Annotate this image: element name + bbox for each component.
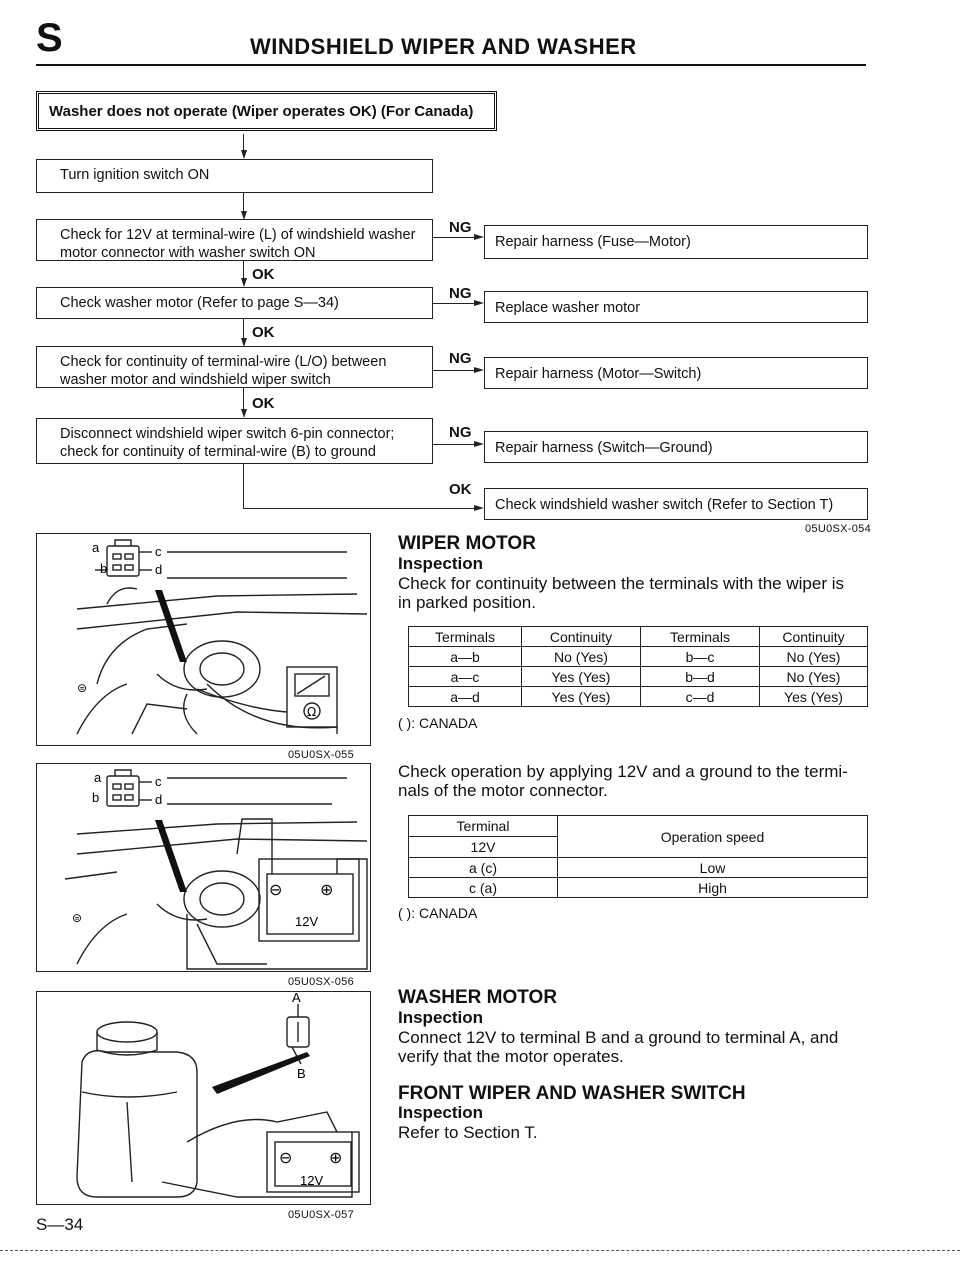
washer-line: verify that the motor operates. <box>398 1047 624 1066</box>
table-cell: a—b <box>409 647 522 667</box>
table-cell: No (Yes) <box>522 647 641 667</box>
terminal-label-b: b <box>100 561 108 576</box>
table-cell: Yes (Yes) <box>522 687 641 707</box>
ground-icon: ⊜ <box>72 911 83 925</box>
washer-motor-illustration <box>37 992 371 1205</box>
front-switch-text: Refer to Section T. <box>398 1123 538 1142</box>
speed-table <box>408 815 868 898</box>
terminal-label-c: c <box>155 544 162 559</box>
flow-arrow <box>474 505 484 511</box>
flow-connector <box>433 444 475 445</box>
flow-connector <box>433 237 475 238</box>
flow-step-2 <box>36 219 433 261</box>
flow-result-2: Replace washer motor <box>484 291 868 323</box>
flow-step-text: Turn ignition switch ON <box>60 167 210 183</box>
canada-note: ( ): CANADA <box>398 715 478 731</box>
table-cell: b—c <box>641 647 760 667</box>
table-header: Terminals <box>409 627 522 647</box>
table-cell: a—c <box>409 667 522 687</box>
wiper-motor-continuity-illustration <box>37 534 371 746</box>
continuity-table <box>408 626 868 707</box>
table-cell: c (a) <box>409 878 558 898</box>
figure-id: 05U0SX-057 <box>288 1209 354 1221</box>
canada-note: ( ): CANADA <box>398 905 478 921</box>
figure-id: 05U0SX-054 <box>805 523 871 535</box>
ohm-symbol: Ω <box>307 705 317 719</box>
flow-step-text: Check washer motor (Refer to page S—34) <box>60 295 339 311</box>
table-cell: Yes (Yes) <box>760 687 868 707</box>
flow-step-text: Check for continuity of terminal-wire (L/O) between <box>60 354 387 370</box>
flow-step-text: Disconnect windshield wiper switch 6-pin connector; <box>60 426 395 442</box>
flow-connector <box>243 508 475 509</box>
minus-terminal-icon: ⊖ <box>269 880 283 899</box>
table-row <box>409 858 868 878</box>
terminal-label-c: c <box>155 774 162 789</box>
ok-label: OK <box>252 266 275 283</box>
ng-label: NG <box>449 350 472 367</box>
table-header: 12V <box>409 837 558 858</box>
flow-result-3: Repair harness (Motor—Switch) <box>484 357 868 389</box>
washer-line: Connect 12V to terminal B and a ground to terminal A, and <box>398 1028 839 1047</box>
table-cell: a (c) <box>409 858 558 878</box>
washer-motor-text <box>398 1028 870 1066</box>
flow-step-3 <box>36 287 433 319</box>
table-cell: a—d <box>409 687 522 707</box>
table-row <box>409 647 868 667</box>
flow-arrow <box>241 150 247 159</box>
minus-terminal-icon: ⊖ <box>279 1148 293 1167</box>
flow-result-4: Repair harness (Switch—Ground) <box>484 431 868 463</box>
flow-arrow <box>474 300 484 306</box>
terminal-label-a: a <box>92 540 100 555</box>
plus-terminal-icon: ⊕ <box>329 1148 343 1167</box>
page-number: S—34 <box>36 1215 84 1234</box>
figure-id: 05U0SX-056 <box>288 976 354 988</box>
table-cell: No (Yes) <box>760 647 868 667</box>
operation-line: nals of the motor connector. <box>398 781 608 800</box>
section-letter: S <box>36 16 63 60</box>
table-cell: High <box>558 878 868 898</box>
flow-step-1 <box>36 159 433 193</box>
plus-terminal-icon: ⊕ <box>320 880 334 899</box>
operation-text <box>398 762 870 800</box>
ok-label: OK <box>252 395 275 412</box>
table-row <box>409 687 868 707</box>
front-switch-subheading: Inspection <box>398 1103 484 1122</box>
washer-motor-subheading: Inspection <box>398 1008 484 1027</box>
flow-result-5: Check windshield washer switch (Refer to Section T) <box>484 488 868 520</box>
ground-icon: ⊜ <box>77 681 88 695</box>
ng-label: NG <box>449 219 472 236</box>
table-header-row <box>409 627 868 647</box>
terminal-label-b: b <box>92 790 100 805</box>
table-header: Terminal <box>409 816 558 837</box>
flow-arrow <box>241 409 247 418</box>
flow-arrow <box>474 441 484 447</box>
wiper-motor-subheading: Inspection <box>398 554 484 573</box>
terminal-label-d: d <box>155 562 163 577</box>
wiper-motor-intro <box>398 574 870 612</box>
flow-step-4 <box>36 346 433 388</box>
table-cell: Yes (Yes) <box>522 667 641 687</box>
ng-label: NG <box>449 424 472 441</box>
figure-washer-motor <box>36 991 371 1205</box>
table-header: Operation speed <box>558 816 868 858</box>
flow-arrow <box>474 234 484 240</box>
footer-rule <box>0 1250 960 1251</box>
flow-step-text: washer motor and windshield wiper switch <box>60 372 331 388</box>
battery-label: 12V <box>300 1173 324 1188</box>
header-rule <box>36 64 866 66</box>
table-cell: b—d <box>641 667 760 687</box>
connector-arrow-icon <box>212 1052 310 1094</box>
intro-line: in parked position. <box>398 593 536 612</box>
flow-step-5 <box>36 418 433 464</box>
front-switch-heading: FRONT WIPER AND WASHER SWITCH <box>398 1083 746 1104</box>
table-row <box>409 667 868 687</box>
table-header: Continuity <box>522 627 641 647</box>
figure-operation-check <box>36 763 371 972</box>
flow-connector <box>433 303 475 304</box>
table-header: Continuity <box>760 627 868 647</box>
table-header-row <box>409 816 868 837</box>
table-cell: No (Yes) <box>760 667 868 687</box>
flow-connector <box>433 370 475 371</box>
intro-line: Check for continuity between the terminals with the wiper is <box>398 574 844 593</box>
flow-arrow <box>474 367 484 373</box>
flow-step-text: check for continuity of terminal-wire (B) to ground <box>60 444 376 460</box>
flowchart-title: Washer does not operate (Wiper operates OK) (For Canada) <box>36 91 497 131</box>
flow-result-1: Repair harness (Fuse—Motor) <box>484 225 868 259</box>
ok-label: OK <box>252 324 275 341</box>
table-header: Terminals <box>641 627 760 647</box>
operation-line: Check operation by applying 12V and a ground to the termi- <box>398 762 848 781</box>
page-title: WINDSHIELD WIPER AND WASHER <box>250 34 637 59</box>
flow-arrow <box>241 278 247 287</box>
flow-step-text: motor connector with washer switch ON <box>60 245 316 261</box>
terminal-label-a: a <box>94 770 102 785</box>
flow-connector <box>243 464 244 509</box>
terminal-label-B: B <box>297 1066 306 1081</box>
figure-continuity-check <box>36 533 371 746</box>
ng-label: NG <box>449 285 472 302</box>
wiper-motor-operation-illustration <box>37 764 371 972</box>
table-cell: Low <box>558 858 868 878</box>
table-row <box>409 878 868 898</box>
table-cell: c—d <box>641 687 760 707</box>
wiper-motor-heading: WIPER MOTOR <box>398 533 536 554</box>
battery-label: 12V <box>295 914 319 929</box>
washer-motor-heading: WASHER MOTOR <box>398 987 558 1008</box>
terminal-label-A: A <box>292 992 301 1005</box>
probe-arrow-icon <box>155 820 187 892</box>
figure-id: 05U0SX-055 <box>288 749 354 761</box>
ok-label: OK <box>449 481 472 498</box>
flow-step-text: Check for 12V at terminal-wire (L) of windshield washer <box>60 227 416 243</box>
terminal-label-d: d <box>155 792 163 807</box>
